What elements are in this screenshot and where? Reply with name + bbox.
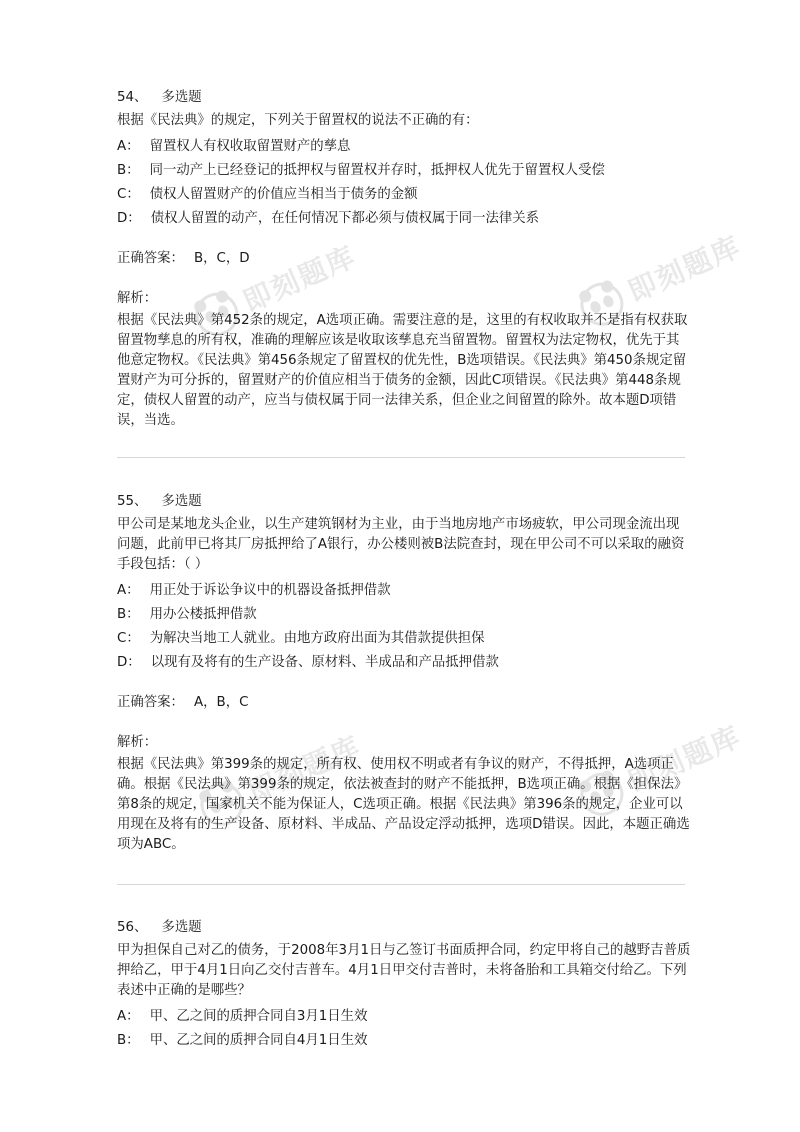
option-a (117, 579, 692, 603)
option-text: 以现有及将有的生产设备、原材料、半成品和产品抵押借款 (150, 655, 499, 670)
option-d (117, 651, 692, 675)
watermark-text: 即刻题库 (623, 719, 747, 799)
option-d (117, 207, 692, 231)
question-type: 多选题 (161, 90, 202, 105)
answer-value: A，B，C (193, 695, 249, 710)
analysis-text: 根据《民法典》第399条的规定，所有权、使用权不明或者有争议的财产，不得抵押，A选项正确。根据《民法典》第399条的规定，依法被查封的财产不能抵押，B选项正确。根据《担保法》第8条的规定，国家机关不能为保证人，C选项正确。根据《民法典》第396条的规定，企业可以用现在及将有的生产设备、原材料、半成品、产品设定浮动抵押，选项D错误。因此，本题正确选项为ABC。 (117, 757, 690, 852)
option-a (117, 1005, 692, 1029)
question-separator: 、 (134, 90, 148, 105)
option-letter: D： (117, 655, 141, 670)
question-header (117, 86, 692, 110)
option-text: 债权人留置财产的价值应当相当于债务的金额 (149, 187, 418, 202)
analysis-label: 解析： (117, 735, 158, 750)
option-text: 用正处于诉讼争议中的机器设备抵押借款 (149, 583, 391, 598)
option-c (117, 183, 692, 207)
question-header (117, 490, 692, 514)
question-56 (117, 916, 692, 1053)
answer-label: 正确答案： (117, 251, 184, 266)
question-54 (117, 86, 692, 431)
correct-answer (117, 247, 692, 271)
question-divider (117, 884, 685, 885)
option-text: 甲、乙之间的质押合同自4月1日生效 (149, 1033, 368, 1048)
question-55 (117, 490, 692, 855)
option-a (117, 135, 692, 159)
question-header (117, 916, 692, 940)
question-stem: 甲为担保自己对乙的债务，于2008年3月1日与乙签订书面质押合同，约定甲将自己的越野吉普质押给乙，甲于4月1日向乙交付吉普车。4月1日甲交付吉普时，未将备胎和工具箱交付给乙。下列表述中正确的是哪些？ (117, 943, 691, 998)
answer-label: 正确答案： (117, 695, 184, 710)
option-letter: C： (117, 187, 140, 202)
question-stem: 根据《民法典》的规定，下列关于留置权的说法不正确的有： (117, 113, 479, 128)
option-letter: B： (117, 163, 140, 178)
question-type: 多选题 (161, 494, 202, 509)
option-letter: A： (117, 139, 140, 154)
option-letter: D： (117, 211, 141, 226)
question-number: 54 (117, 90, 135, 105)
option-b (117, 1029, 692, 1053)
option-b (117, 159, 692, 183)
question-separator: 、 (134, 494, 148, 509)
watermark-text: 即刻题库 (243, 729, 367, 809)
option-letter: A： (117, 583, 140, 598)
analysis-text: 根据《民法典》第452条的规定，A选项正确。需要注意的是，这里的有权收取并不是指有权获取留置物孳息的所有权，准确的理解应该是收取该孳息充当留置物。留置权为法定物权，优先于其他意定物权。《民法典》第456条规定了留置权的优先性，B选项错误。《民法典》第450条规定留置财产为可分拆的，留置财产的价值应相当于债务的金额，因此C项错误。《民法典》第448条规定，债权人留置的动产，应当与债权属于同一法律关系，但企业之间留置的除外。故本题D项错误，当选。 (117, 313, 688, 428)
option-b (117, 603, 692, 627)
answer-value: B，C，D (193, 251, 250, 266)
option-text: 甲、乙之间的质押合同自3月1日生效 (149, 1009, 368, 1024)
correct-answer (117, 691, 692, 715)
option-letter: A： (117, 1009, 140, 1024)
question-number: 56 (117, 920, 135, 935)
option-letter: C： (117, 631, 140, 646)
analysis-label: 解析： (117, 291, 158, 306)
option-letter: B： (117, 1033, 140, 1048)
question-stem: 甲公司是某地龙头企业，以生产建筑钢材为主业，由于当地房地产市场疲软，甲公司现金流出现问题，此前甲已将其厂房抵押给了A银行，办公楼则被B法院查封，现在甲公司不可以采取的融资手段包括：（ ） (117, 517, 685, 572)
option-text: 债权人留置的动产，在任何情况下都必须与债权属于同一法律关系 (150, 211, 540, 226)
question-divider (117, 457, 685, 458)
option-text: 留置权人有权收取留置财产的孳息 (149, 139, 351, 154)
question-number: 55 (117, 494, 135, 509)
option-c (117, 627, 692, 651)
option-text: 用办公楼抵押借款 (149, 607, 257, 622)
watermark-text: 即刻题库 (623, 229, 747, 309)
option-text: 为解决当地工人就业。由地方政府出面为其借款提供担保 (149, 631, 485, 646)
watermark-text: 即刻题库 (238, 239, 362, 319)
option-letter: B： (117, 607, 140, 622)
question-separator: 、 (134, 920, 148, 935)
question-type: 多选题 (161, 920, 202, 935)
option-text: 同一动产上已经登记的抵押权与留置权并存时，抵押权人优先于留置权人受偿 (149, 163, 605, 178)
